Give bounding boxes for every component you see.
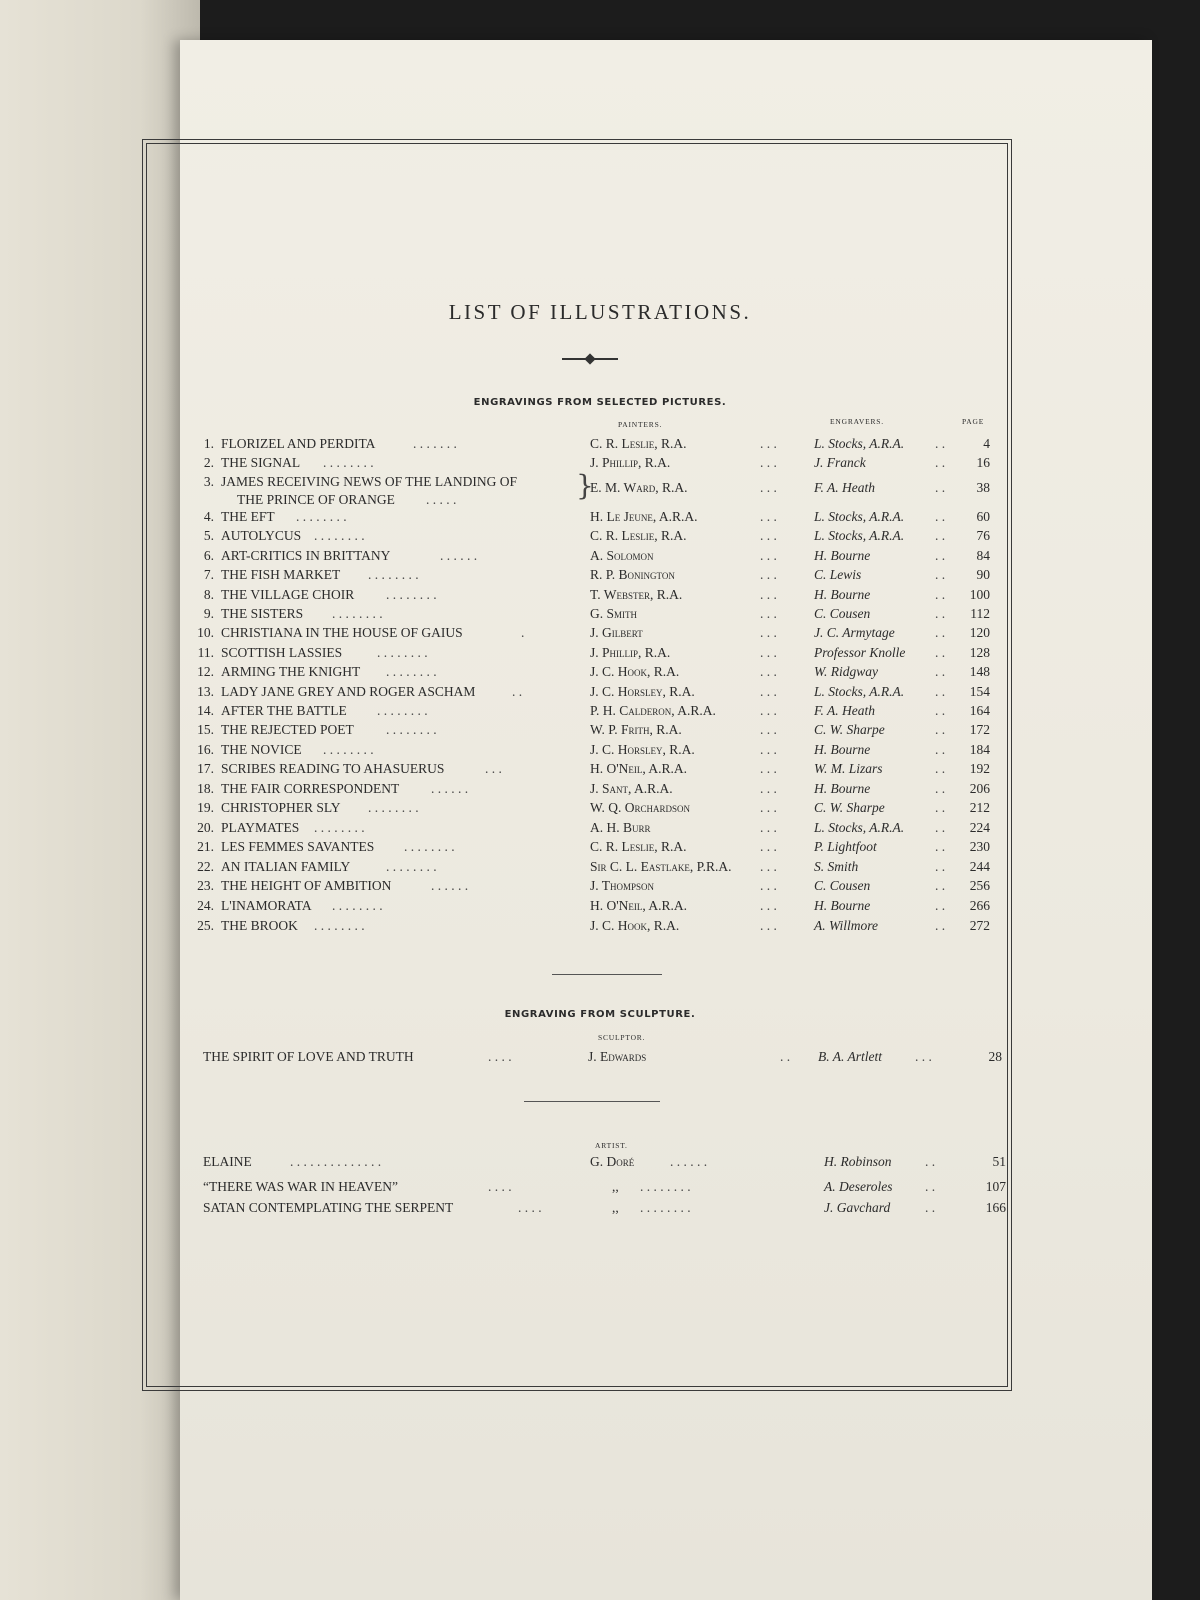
engraver-name: L. Stocks, A.R.A. [814, 820, 905, 835]
leader-dots: . . . [760, 742, 777, 757]
painter-name: A. H. Burr [590, 820, 651, 835]
page-number: 154 [969, 684, 990, 699]
leader-dots: . . . [760, 480, 777, 495]
painter-name: J. C. Horsley, R.A. [590, 684, 695, 699]
column-header-sculptor: SCULPTOR. [598, 1033, 646, 1042]
leader-dots: . . [925, 1154, 936, 1169]
table-row [0, 645, 1200, 665]
table-row [0, 664, 1200, 684]
engraver-name: Professor Knolle [814, 645, 906, 660]
leader-dots: . . . [760, 664, 777, 679]
leader-dots: . . . [760, 859, 777, 874]
leader-dots: . . . [760, 898, 777, 913]
engraver-name: H. Bourne [814, 548, 871, 563]
table-row [0, 820, 1200, 840]
table-row [0, 742, 1200, 762]
leader-dots: . . . . . . . . [386, 587, 437, 602]
title-ornament-dot [584, 353, 595, 364]
illustration-title: AUTOLYCUS [221, 528, 302, 543]
table-row [0, 625, 1200, 645]
page-number: 192 [969, 761, 990, 776]
item-number: 19. [197, 800, 214, 815]
leader-dots: . . [935, 480, 946, 495]
illustration-title: ARMING THE KNIGHT [221, 664, 361, 679]
leader-dots: . . . [760, 878, 777, 893]
leader-dots: . . [925, 1200, 936, 1215]
engraver-name: L. Stocks, A.R.A. [814, 684, 905, 699]
leader-dots: . . . [760, 455, 777, 470]
leader-dots: . . . . . . . . [640, 1200, 691, 1215]
table-row [0, 839, 1200, 859]
table-row [0, 1154, 1200, 1174]
leader-dots: . . . [760, 567, 777, 582]
leader-dots: . . . . . . [431, 781, 469, 796]
item-number: 13. [197, 684, 214, 699]
painter-name: H. O'Neil, A.R.A. [590, 898, 688, 913]
leader-dots: . . . [760, 645, 777, 660]
page-number: 212 [969, 800, 990, 815]
leader-dots: . . . [760, 800, 777, 815]
table-row [0, 606, 1200, 626]
artist-name: ,, [612, 1200, 619, 1215]
table-row [0, 436, 1200, 456]
page-number: 90 [976, 567, 990, 582]
painter-name: T. Webster, R.A. [590, 587, 683, 602]
engraver-name: L. Stocks, A.R.A. [814, 528, 905, 543]
illustration-title: THE HEIGHT OF AMBITION [221, 878, 392, 893]
painter-name: C. R. Leslie, R.A. [590, 436, 687, 451]
page-number: 107 [985, 1179, 1006, 1194]
table-row [0, 455, 1200, 475]
page-number: 4 [983, 436, 990, 451]
leader-dots: . . . [760, 587, 777, 602]
table-row [0, 703, 1200, 723]
illustration-title: FLORIZEL AND PERDITA [221, 436, 376, 451]
page-number: 172 [969, 722, 990, 737]
item-number: 11. [197, 645, 214, 660]
page-number: 148 [969, 664, 990, 679]
painter-name: J. C. Hook, R.A. [590, 664, 680, 679]
leader-dots: . . . . . . [670, 1154, 708, 1169]
leader-dots: . . . [760, 781, 777, 796]
leader-dots: . . . . . . . . [404, 839, 455, 854]
page-number: 224 [969, 820, 990, 835]
painter-name: Sir C. L. Eastlake, P.R.A. [590, 859, 732, 874]
engraver-name: C. W. Sharpe [814, 800, 885, 815]
page-number: 164 [969, 703, 990, 718]
page-number: 120 [969, 625, 990, 640]
illustration-title: THE VILLAGE CHOIR [221, 587, 355, 602]
item-number: 2. [203, 455, 214, 470]
leader-dots: . . . . [488, 1049, 512, 1064]
leader-dots: . . . [760, 820, 777, 835]
table-row [0, 722, 1200, 742]
table-row [0, 878, 1200, 898]
illustration-title: THE SPIRIT OF LOVE AND TRUTH [203, 1049, 414, 1064]
engraver-name: W. Ridgway [814, 664, 878, 679]
item-number: 4. [203, 509, 214, 524]
illustration-title: PLAYMATES [221, 820, 300, 835]
leader-dots: . . . . . . . . . . . . . . [290, 1154, 382, 1169]
item-number: 8. [203, 587, 214, 602]
item-number: 16. [197, 742, 214, 757]
leader-dots: . . [935, 859, 946, 874]
table-row [0, 587, 1200, 607]
engraver-name: J. Gavchard [824, 1200, 891, 1215]
illustration-title: ART-CRITICS IN BRITTANY [221, 548, 391, 563]
leader-dots: . . . . . . . . [332, 898, 383, 913]
illustration-title: ELAINE [203, 1154, 252, 1169]
item-number: 6. [203, 548, 214, 563]
item-number: 14. [197, 703, 214, 718]
leader-dots: . . [935, 703, 946, 718]
leader-dots: . [521, 625, 525, 640]
leader-dots: . . . . . . . . [386, 859, 437, 874]
table-row [0, 781, 1200, 801]
table-row [0, 469, 1200, 507]
item-number: 15. [197, 722, 214, 737]
leader-dots: . . . [760, 918, 777, 933]
section-divider-2 [524, 1101, 660, 1102]
engraver-name: L. Stocks, A.R.A. [814, 436, 905, 451]
item-number: 21. [197, 839, 214, 854]
leader-dots: . . . [760, 684, 777, 699]
painter-name: R. P. Bonington [590, 567, 675, 582]
illustration-title: THE FAIR CORRESPONDENT [221, 781, 400, 796]
leader-dots: . . [935, 898, 946, 913]
engraver-name: C. Cousen [814, 606, 871, 621]
leader-dots: . . [935, 587, 946, 602]
painter-name: H. O'Neil, A.R.A. [590, 761, 688, 776]
table-row [0, 509, 1200, 529]
engraver-name: P. Lightfoot [814, 839, 877, 854]
illustration-title: THE SISTERS [221, 606, 304, 621]
table-row [0, 528, 1200, 548]
page-number: 244 [969, 859, 990, 874]
leader-dots: . . [935, 455, 946, 470]
item-number: 12. [197, 664, 214, 679]
leader-dots: . . . . . . . . [377, 645, 428, 660]
engraver-name: H. Bourne [814, 898, 871, 913]
leader-dots: . . . [760, 606, 777, 621]
painter-name: J. Thompson [590, 878, 655, 893]
section-heading-sculpture: ENGRAVING FROM SCULPTURE. [504, 1009, 696, 1020]
page-number: 166 [985, 1200, 1006, 1215]
item-number: 1. [203, 436, 214, 451]
leader-dots: . . . . . . . . [368, 567, 419, 582]
list-item [0, 1049, 1200, 1069]
leader-dots: . . . . . . [431, 878, 469, 893]
leader-dots: . . . . . . . . [314, 918, 365, 933]
leader-dots: . . . . . . . . [323, 455, 374, 470]
illustration-title: AFTER THE BATTLE [221, 703, 347, 718]
painter-name: J. C. Horsley, R.A. [590, 742, 695, 757]
engraver-name: A. Deseroles [824, 1179, 893, 1194]
painter-name: J. Gilbert [590, 625, 643, 640]
illustration-title: SCOTTISH LASSIES [221, 645, 343, 660]
leader-dots: . . . . . . [440, 548, 478, 563]
leader-dots: . . . . [518, 1200, 542, 1215]
page-number: 256 [969, 878, 990, 893]
leader-dots: . . [935, 781, 946, 796]
item-number: 10. [197, 625, 214, 640]
illustration-title: THE NOVICE [221, 742, 302, 757]
leader-dots: . . . [760, 548, 777, 563]
painter-name: J. C. Hook, R.A. [590, 918, 680, 933]
table-row [0, 567, 1200, 587]
illustration-title: THE SIGNAL [221, 455, 301, 470]
leader-dots: . . . [760, 625, 777, 640]
leader-dots: . . . . . . . [413, 436, 457, 451]
leader-dots: . . . [485, 761, 502, 776]
sculptor-name: J. Edwards [588, 1049, 647, 1064]
illustration-title-continued: THE PRINCE OF ORANGE [237, 492, 395, 507]
leader-dots: . . . . . . . . [640, 1179, 691, 1194]
leader-dots: . . [935, 436, 946, 451]
engraver-name: H. Bourne [814, 587, 871, 602]
leader-dots: . . [935, 567, 946, 582]
artist-name: ,, [612, 1179, 619, 1194]
illustration-title: “THERE WAS WAR IN HEAVEN” [203, 1179, 398, 1194]
leader-dots: . . [512, 684, 523, 699]
column-header-page: PAGE [962, 417, 985, 426]
table-row [0, 800, 1200, 820]
painter-name: H. Le Jeune, A.R.A. [590, 509, 698, 524]
item-number: 24. [197, 898, 214, 913]
illustration-title: THE REJECTED POET [221, 722, 354, 737]
painter-name: C. R. Leslie, R.A. [590, 528, 687, 543]
painter-name: P. H. Calderon, A.R.A. [590, 703, 716, 718]
leader-dots: . . [935, 918, 946, 933]
item-number: 18. [197, 781, 214, 796]
brace-mark: } [576, 469, 594, 502]
page-number: 100 [969, 587, 990, 602]
engraver-name: C. Cousen [814, 878, 871, 893]
painter-name: G. Smith [590, 606, 638, 621]
leader-dots: . . . . . . . . [386, 664, 437, 679]
page-number: 206 [969, 781, 990, 796]
item-number: 25. [197, 918, 214, 933]
engraver-name: L. Stocks, A.R.A. [814, 509, 905, 524]
leader-dots: . . . . . . . . [296, 509, 347, 524]
leader-dots: . . [935, 625, 946, 640]
page-number: 38 [976, 480, 990, 495]
page-number: 266 [969, 898, 990, 913]
engraver-name: B. A. Artlett [818, 1049, 882, 1064]
illustration-title: CHRISTIANA IN THE HOUSE OF GAIUS [221, 625, 463, 640]
leader-dots: . . . [760, 528, 777, 543]
item-number: 22. [197, 859, 214, 874]
leader-dots: . . [935, 878, 946, 893]
page-number: 112 [970, 606, 990, 621]
illustration-title: JAMES RECEIVING NEWS OF THE LANDING OF [221, 474, 517, 489]
leader-dots: . . . . . . . . [314, 820, 365, 835]
painter-name: J. Phillip, R.A. [590, 455, 671, 470]
leader-dots: . . . . . . . . [368, 800, 419, 815]
item-number: 3. [203, 474, 214, 489]
leader-dots: . . [935, 761, 946, 776]
item-number: 23. [197, 878, 214, 893]
page-number: 128 [969, 645, 990, 660]
column-header-painters: PAINTERS. [618, 420, 663, 429]
item-number: 17. [197, 761, 214, 776]
illustration-title: SCRIBES READING TO AHASUERUS [221, 761, 445, 776]
illustration-title: THE BROOK [221, 918, 298, 933]
leader-dots: . . [935, 548, 946, 563]
leader-dots: . . . [915, 1049, 932, 1064]
illustration-title: SATAN CONTEMPLATING THE SERPENT [203, 1200, 454, 1215]
leader-dots: . . [935, 664, 946, 679]
painter-name: J. Phillip, R.A. [590, 645, 671, 660]
painter-name: C. R. Leslie, R.A. [590, 839, 687, 854]
leader-dots: . . [935, 684, 946, 699]
item-number: 20. [197, 820, 214, 835]
illustration-title: LADY JANE GREY AND ROGER ASCHAM [221, 684, 476, 699]
engraver-name: S. Smith [814, 859, 859, 874]
section-divider-1 [552, 974, 662, 975]
leader-dots: . . . . . . . . [314, 528, 365, 543]
engraver-name: H. Bourne [814, 742, 871, 757]
engraver-name: W. M. Lizars [814, 761, 883, 776]
table-row [0, 918, 1200, 938]
page-title: LIST OF ILLUSTRATIONS. [448, 300, 752, 324]
leader-dots: . . . [760, 436, 777, 451]
leader-dots: . . [780, 1049, 791, 1064]
leader-dots: . . . [760, 761, 777, 776]
item-number: 7. [203, 567, 214, 582]
section-heading-pictures: ENGRAVINGS FROM SELECTED PICTURES. [473, 397, 727, 408]
leader-dots: . . . [760, 722, 777, 737]
engraver-name: C. Lewis [814, 567, 862, 582]
engraver-name: H. Robinson [824, 1154, 892, 1169]
page-number: 51 [992, 1154, 1006, 1169]
engraver-name: H. Bourne [814, 781, 871, 796]
table-row [0, 1200, 1200, 1220]
illustration-title: LES FEMMES SAVANTES [221, 839, 375, 854]
leader-dots: . . [935, 722, 946, 737]
leader-dots: . . . . . [426, 492, 457, 507]
table-row [0, 898, 1200, 918]
leader-dots: . . . [760, 703, 777, 718]
leader-dots: . . . [760, 509, 777, 524]
illustration-title: THE EFT [221, 509, 275, 524]
page-number: 16 [976, 455, 990, 470]
column-header-artist: ARTIST. [595, 1141, 628, 1150]
table-row [0, 548, 1200, 568]
leader-dots: . . [935, 820, 946, 835]
illustration-title: CHRISTOPHER SLY [221, 800, 341, 815]
page-number: 184 [969, 742, 990, 757]
leader-dots: . . [935, 839, 946, 854]
engraver-name: J. Franck [814, 455, 866, 470]
artist-name: G. Doré [590, 1154, 635, 1169]
engraver-name: C. W. Sharpe [814, 722, 885, 737]
page-number: 60 [976, 509, 990, 524]
page-number: 76 [976, 528, 990, 543]
page-number: 28 [988, 1049, 1002, 1064]
leader-dots: . . [935, 509, 946, 524]
engraver-name: F. A. Heath [814, 480, 876, 495]
table-row [0, 684, 1200, 704]
painter-name: W. Q. Orchardson [590, 800, 691, 815]
leader-dots: . . [925, 1179, 936, 1194]
page-number: 84 [976, 548, 990, 563]
leader-dots: . . . . . . . . [386, 722, 437, 737]
leader-dots: . . . [760, 839, 777, 854]
table-row [0, 859, 1200, 879]
illustration-title: L'INAMORATA [221, 898, 312, 913]
leader-dots: . . . . . . . . [377, 703, 428, 718]
engraver-name: A. Willmore [814, 918, 878, 933]
column-header-engravers: ENGRAVERS. [830, 417, 884, 426]
leader-dots: . . [935, 645, 946, 660]
item-number: 5. [203, 528, 214, 543]
leader-dots: . . . . . . . . [332, 606, 383, 621]
table-row [0, 761, 1200, 781]
page-number: 272 [969, 918, 990, 933]
engraver-name: J. C. Armytage [814, 625, 895, 640]
table-row [0, 1179, 1200, 1199]
leader-dots: . . [935, 606, 946, 621]
leader-dots: . . . . [488, 1179, 512, 1194]
page-number: 230 [969, 839, 990, 854]
item-number: 9. [203, 606, 214, 621]
painter-name: A. Solomon [590, 548, 654, 563]
painter-name: J. Sant, A.R.A. [590, 781, 673, 796]
painter-name: W. P. Frith, R.A. [590, 722, 682, 737]
illustration-title: THE FISH MARKET [221, 567, 341, 582]
leader-dots: . . [935, 742, 946, 757]
leader-dots: . . [935, 800, 946, 815]
leader-dots: . . . . . . . . [323, 742, 374, 757]
leader-dots: . . [935, 528, 946, 543]
painter-name: E. M. Ward, R.A. [590, 480, 688, 495]
engraver-name: F. A. Heath [814, 703, 876, 718]
illustration-title: AN ITALIAN FAMILY [221, 859, 351, 874]
